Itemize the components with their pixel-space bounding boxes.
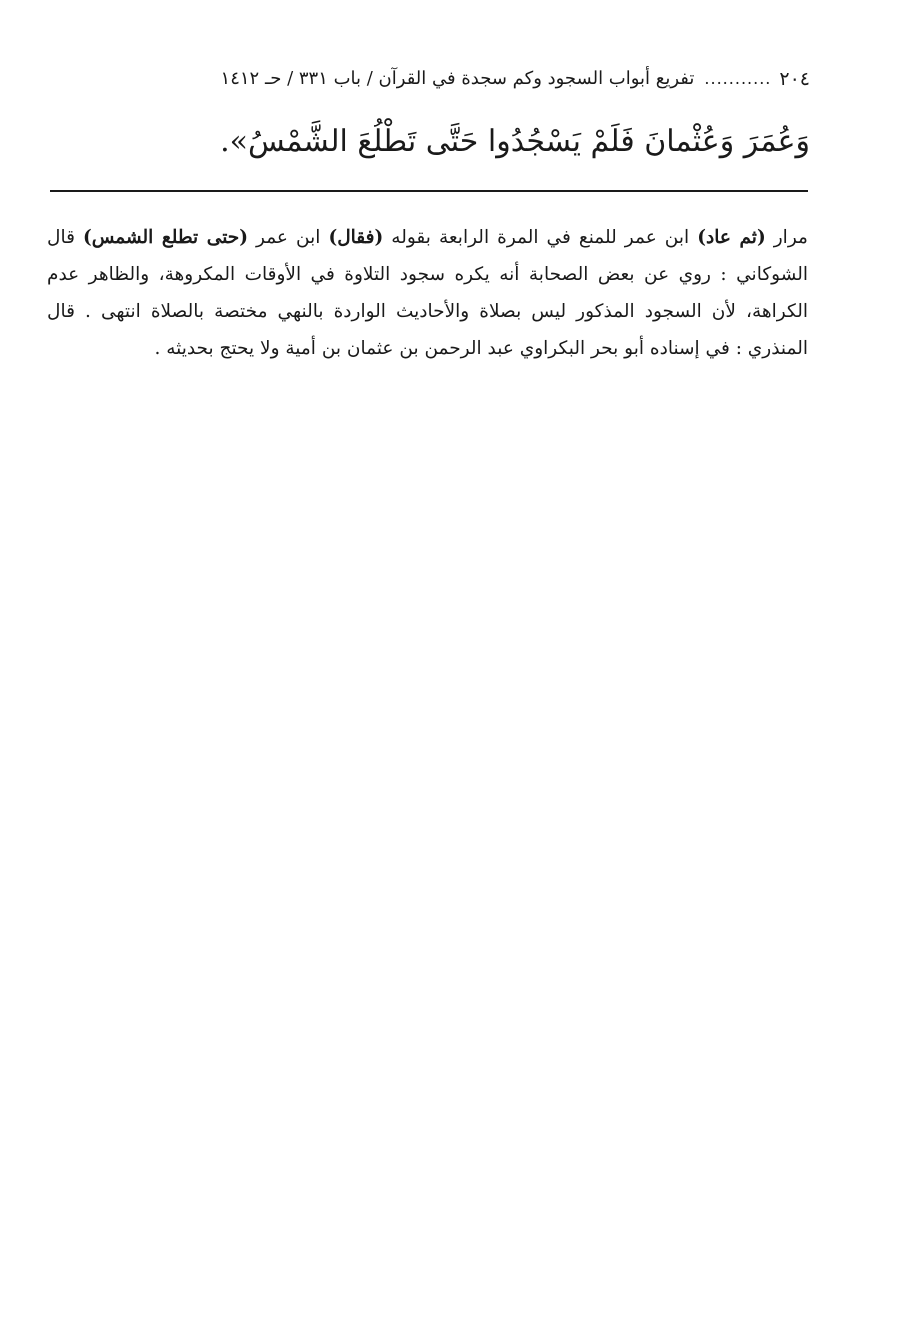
commentary-text: قال الشوكاني : روي عن بعض الصحابة أنه يكره سجود التلاوة في الأوقات المكروهة، والظاهر عدم الكراهة، لأن السجود المذكور ليس بصلاة والأحاديث الواردة بالنهي مختصة بالصلاة انتهى . قال المنذري : في إسناده أبو بحر البكراوي عبد الرحمن بن عثمان بن أمية ولا يحتج بحديثه . <box>47 227 808 359</box>
leader-dots: ........... <box>704 69 772 88</box>
bold-phrase: (فقال) <box>328 227 384 248</box>
chapter-title: تفريع أبواب السجود وكم سجدة في القرآن / باب ٣٣١ / حـ ١٤١٢ <box>220 68 695 89</box>
page-number: ٢٠٤ <box>779 68 810 90</box>
bold-phrase: (حتى تطلع الشمس) <box>82 227 248 248</box>
commentary-paragraph <box>47 219 808 367</box>
commentary-text: ابن عمر <box>256 227 321 248</box>
hadith-text: وَعُمَرَ وَعُثْمانَ فَلَمْ يَسْجُدُوا حَتَّى تَطْلُعَ الشَّمْسُ». <box>220 124 810 159</box>
bold-phrase: (ثم عاد) <box>697 227 766 248</box>
commentary-text: ابن عمر للمنع في المرة الرابعة بقوله <box>391 227 690 248</box>
commentary-text: مرار <box>773 227 808 248</box>
divider-line <box>50 190 808 192</box>
running-header <box>58 62 810 96</box>
